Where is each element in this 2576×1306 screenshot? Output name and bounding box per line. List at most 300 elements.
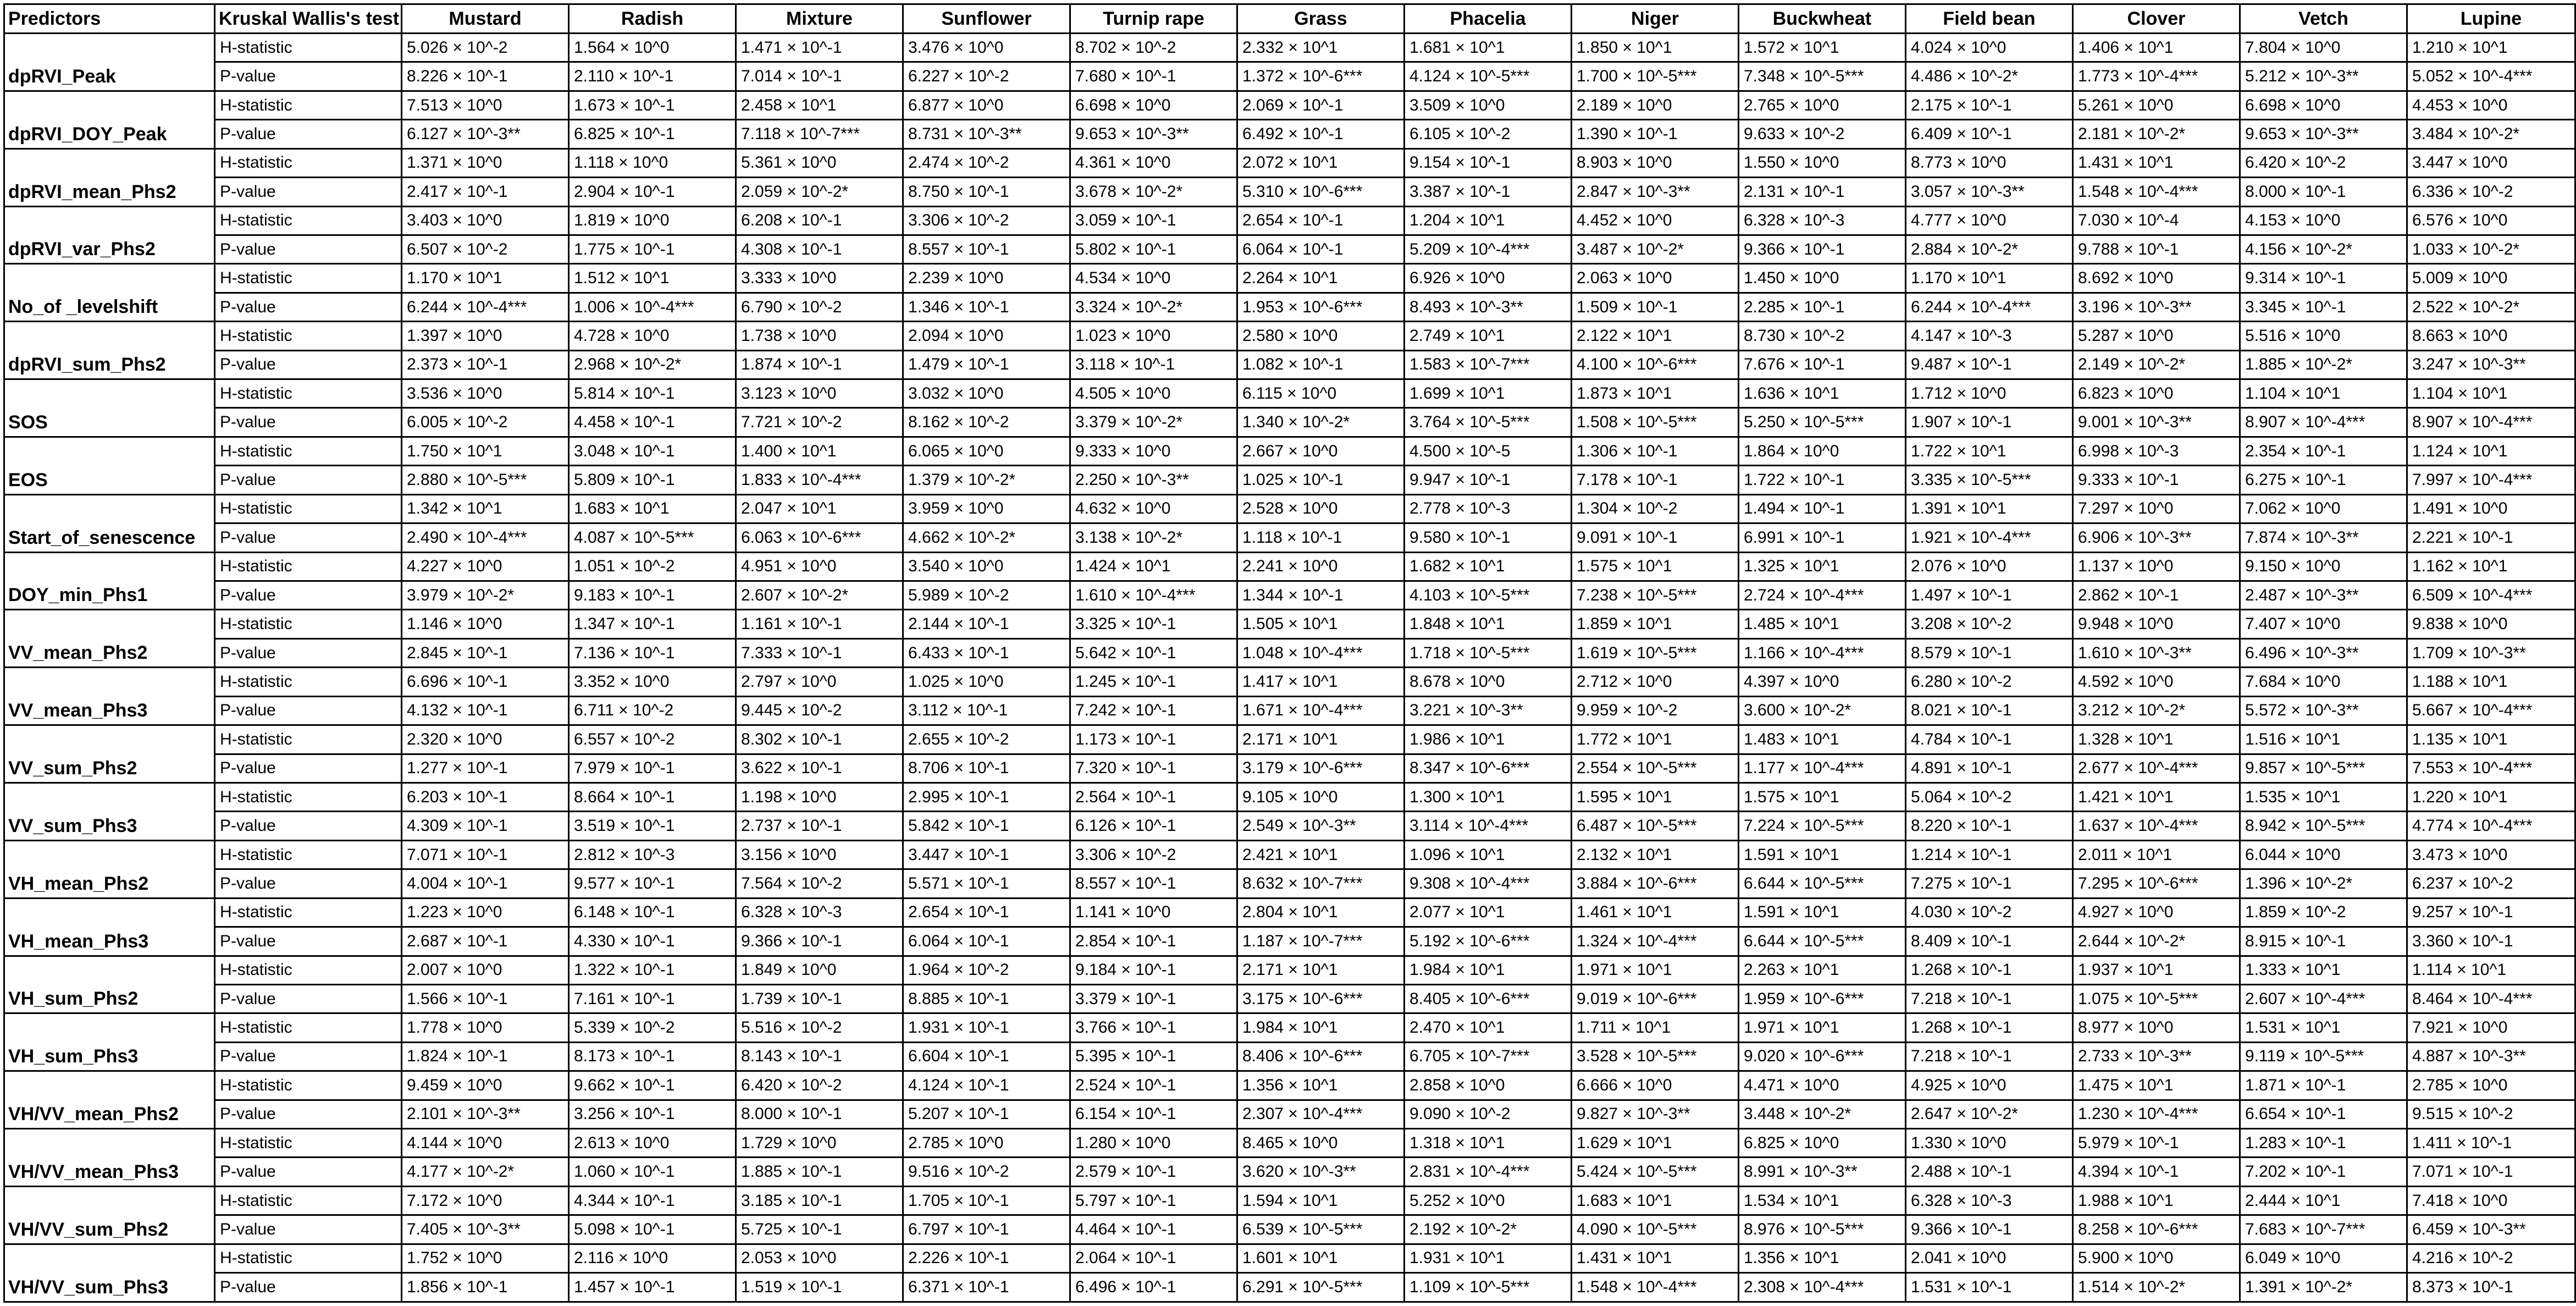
p-value-cell: 2.149 × 10^-2*	[2073, 350, 2240, 379]
h-statistic-cell: 1.850 × 10^1	[1572, 34, 1739, 62]
p-value-cell: 1.230 × 10^-4***	[2073, 1100, 2240, 1128]
h-statistic-cell: 1.421 × 10^1	[2073, 783, 2240, 811]
h-statistic-cell: 1.564 × 10^0	[569, 34, 736, 62]
h-statistic-cell: 1.170 × 10^1	[402, 264, 569, 293]
h-statistic-cell: 1.318 × 10^1	[1405, 1129, 1572, 1158]
h-statistic-cell: 1.984 × 10^1	[1405, 956, 1572, 984]
p-value-cell: 8.220 × 10^-1	[1906, 812, 2073, 840]
p-value-cell: 4.486 × 10^-2*	[1906, 62, 2073, 91]
p-value-cell: 3.884 × 10^-6***	[1572, 869, 1739, 898]
h-statistic-cell: 6.208 × 10^-1	[736, 206, 903, 235]
p-value-cell: 6.237 × 10^-2	[2407, 869, 2575, 898]
table-row	[4, 1042, 2575, 1071]
p-value-cell: 8.632 × 10^-7***	[1237, 869, 1405, 898]
statistic-label: H-statistic	[215, 148, 402, 177]
table-row	[4, 322, 2575, 350]
p-value-cell: 1.277 × 10^-1	[402, 754, 569, 783]
statistic-label: P-value	[215, 754, 402, 783]
p-value-cell: 7.564 × 10^-2	[736, 869, 903, 898]
statistic-label: H-statistic	[215, 1186, 402, 1215]
p-value-cell: 1.346 × 10^-1	[903, 293, 1070, 321]
h-statistic-cell: 2.241 × 10^0	[1237, 552, 1405, 581]
h-statistic-cell: 8.465 × 10^0	[1237, 1129, 1405, 1158]
p-value-cell: 1.166 × 10^-4***	[1739, 638, 1906, 667]
p-value-cell: 5.802 × 10^-1	[1070, 235, 1237, 263]
predictor-name: VV_mean_Phs3	[4, 668, 215, 725]
h-statistic-cell: 3.156 × 10^0	[736, 840, 903, 869]
h-statistic-cell: 2.812 × 10^-3	[569, 840, 736, 869]
p-value-cell: 3.057 × 10^-3**	[1906, 178, 2073, 206]
h-statistic-cell: 6.823 × 10^0	[2073, 379, 2240, 408]
p-value-cell: 3.175 × 10^-6***	[1237, 984, 1405, 1013]
p-value-cell: 8.942 × 10^-5***	[2240, 812, 2407, 840]
h-statistic-cell: 4.147 × 10^-3	[1906, 322, 2073, 350]
h-statistic-cell: 6.698 × 10^0	[1070, 91, 1237, 119]
h-statistic-cell: 1.752 × 10^0	[402, 1244, 569, 1272]
h-statistic-cell: 1.268 × 10^-1	[1906, 1013, 2073, 1042]
h-statistic-cell: 4.144 × 10^0	[402, 1129, 569, 1158]
p-value-cell: 1.048 × 10^-4***	[1237, 638, 1405, 667]
h-statistic-cell: 4.925 × 10^0	[1906, 1071, 2073, 1100]
statistic-label: H-statistic	[215, 34, 402, 62]
h-statistic-cell: 1.330 × 10^0	[1906, 1129, 2073, 1158]
p-value-cell: 3.345 × 10^-1	[2240, 293, 2407, 321]
p-value-cell: 6.244 × 10^-4***	[402, 293, 569, 321]
p-value-cell: 1.372 × 10^-6***	[1237, 62, 1405, 91]
p-value-cell: 9.119 × 10^-5***	[2240, 1042, 2407, 1071]
h-statistic-cell: 1.025 × 10^0	[903, 668, 1070, 696]
h-statistic-cell: 3.208 × 10^-2	[1906, 610, 2073, 638]
p-value-cell: 8.021 × 10^-1	[1906, 696, 2073, 725]
h-statistic-cell: 1.683 × 10^1	[569, 494, 736, 523]
h-statistic-cell: 1.681 × 10^1	[1405, 34, 1572, 62]
table-row	[4, 552, 2575, 581]
h-statistic-cell: 7.297 × 10^0	[2073, 494, 2240, 523]
h-statistic-cell: 3.509 × 10^0	[1405, 91, 1572, 119]
p-value-cell: 1.619 × 10^-5***	[1572, 638, 1739, 667]
p-value-cell: 7.118 × 10^-7***	[736, 120, 903, 148]
p-value-cell: 6.291 × 10^-5***	[1237, 1273, 1405, 1302]
h-statistic-cell: 1.591 × 10^1	[1739, 898, 1906, 927]
p-value-cell: 8.143 × 10^-1	[736, 1042, 903, 1071]
p-value-cell: 2.285 × 10^-1	[1739, 293, 1906, 321]
p-value-cell: 9.959 × 10^-2	[1572, 696, 1739, 725]
p-value-cell: 9.580 × 10^-1	[1405, 523, 1572, 552]
table-row	[4, 437, 2575, 465]
p-value-cell: 8.409 × 10^-1	[1906, 927, 2073, 956]
h-statistic-cell: 1.424 × 10^1	[1070, 552, 1237, 581]
p-value-cell: 2.880 × 10^-5***	[402, 466, 569, 494]
h-statistic-cell: 1.750 × 10^1	[402, 437, 569, 465]
p-value-cell: 6.371 × 10^-1	[903, 1273, 1070, 1302]
p-value-cell: 1.548 × 10^-4***	[1572, 1273, 1739, 1302]
p-value-cell: 5.572 × 10^-3**	[2240, 696, 2407, 725]
p-value-cell: 6.275 × 10^-1	[2240, 466, 2407, 494]
h-statistic-cell: 2.654 × 10^-1	[1237, 206, 1405, 235]
h-statistic-cell: 1.342 × 10^1	[402, 494, 569, 523]
p-value-cell: 1.671 × 10^-4***	[1237, 696, 1405, 725]
p-value-cell: 1.856 × 10^-1	[402, 1273, 569, 1302]
p-value-cell: 2.647 × 10^-2*	[1906, 1100, 2073, 1128]
h-statistic-cell: 1.223 × 10^0	[402, 898, 569, 927]
h-statistic-cell: 2.189 × 10^0	[1572, 91, 1739, 119]
p-value-cell: 9.001 × 10^-3**	[2073, 408, 2240, 437]
p-value-cell: 1.775 × 10^-1	[569, 235, 736, 263]
p-value-cell: 2.250 × 10^-3**	[1070, 466, 1237, 494]
h-statistic-cell: 2.122 × 10^1	[1572, 322, 1739, 350]
h-statistic-cell: 2.053 × 10^0	[736, 1244, 903, 1272]
p-value-cell: 8.915 × 10^-1	[2240, 927, 2407, 956]
p-value-cell: 7.405 × 10^-3**	[402, 1215, 569, 1244]
h-statistic-cell: 3.473 × 10^0	[2407, 840, 2575, 869]
p-value-cell: 2.131 × 10^-1	[1739, 178, 1906, 206]
p-value-cell: 7.676 × 10^-1	[1739, 350, 1906, 379]
p-value-cell: 4.124 × 10^-5***	[1405, 62, 1572, 91]
p-value-cell: 1.718 × 10^-5***	[1405, 638, 1572, 667]
h-statistic-cell: 6.328 × 10^-3	[1906, 1186, 2073, 1215]
h-statistic-cell: 1.306 × 10^-1	[1572, 437, 1739, 465]
p-value-cell: 1.187 × 10^-7***	[1237, 927, 1405, 956]
p-value-cell: 2.904 × 10^-1	[569, 178, 736, 206]
h-statistic-cell: 1.931 × 10^-1	[903, 1013, 1070, 1042]
h-statistic-cell: 1.485 × 10^1	[1739, 610, 1906, 638]
h-statistic-cell: 7.418 × 10^0	[2407, 1186, 2575, 1215]
p-value-cell: 3.979 × 10^-2*	[402, 581, 569, 610]
table-row	[4, 668, 2575, 696]
h-statistic-cell: 1.461 × 10^1	[1572, 898, 1739, 927]
predictor-name: VH/VV_mean_Phs3	[4, 1129, 215, 1187]
p-value-cell: 9.947 × 10^-1	[1405, 466, 1572, 494]
h-statistic-cell: 3.766 × 10^-1	[1070, 1013, 1237, 1042]
h-statistic-cell: 2.655 × 10^-2	[903, 725, 1070, 754]
table-row	[4, 379, 2575, 408]
p-value-cell: 8.373 × 10^-1	[2407, 1273, 2575, 1302]
table-row	[4, 696, 2575, 725]
h-statistic-cell: 1.988 × 10^1	[2073, 1186, 2240, 1215]
statistic-label: H-statistic	[215, 840, 402, 869]
table-row	[4, 956, 2575, 984]
h-statistic-cell: 6.203 × 10^-1	[402, 783, 569, 811]
p-value-cell: 1.531 × 10^-1	[1906, 1273, 2073, 1302]
p-value-cell: 4.887 × 10^-3**	[2407, 1042, 2575, 1071]
p-value-cell: 1.610 × 10^-3**	[2073, 638, 2240, 667]
p-value-cell: 4.004 × 10^-1	[402, 869, 569, 898]
h-statistic-cell: 2.007 × 10^0	[402, 956, 569, 984]
p-value-cell: 3.138 × 10^-2*	[1070, 523, 1237, 552]
p-value-cell: 1.340 × 10^-2*	[1237, 408, 1405, 437]
h-statistic-cell: 1.397 × 10^0	[402, 322, 569, 350]
p-value-cell: 2.687 × 10^-1	[402, 927, 569, 956]
p-value-cell: 6.507 × 10^-2	[402, 235, 569, 263]
table-row	[4, 927, 2575, 956]
p-value-cell: 1.874 × 10^-1	[736, 350, 903, 379]
h-statistic-cell: 4.505 × 10^0	[1070, 379, 1237, 408]
p-value-cell: 8.226 × 10^-1	[402, 62, 569, 91]
p-value-cell: 3.487 × 10^-2*	[1572, 235, 1739, 263]
p-value-cell: 2.181 × 10^-2*	[2073, 120, 2240, 148]
h-statistic-cell: 8.977 × 10^0	[2073, 1013, 2240, 1042]
h-statistic-cell: 6.420 × 10^-2	[2240, 148, 2407, 177]
table-row	[4, 523, 2575, 552]
table-row	[4, 812, 2575, 840]
p-value-cell: 2.847 × 10^-3**	[1572, 178, 1739, 206]
kruskal-wallis-table	[3, 3, 2576, 1303]
p-value-cell: 1.025 × 10^-1	[1237, 466, 1405, 494]
p-value-cell: 8.464 × 10^-4***	[2407, 984, 2575, 1013]
h-statistic-cell: 1.162 × 10^1	[2407, 552, 2575, 581]
p-value-cell: 6.227 × 10^-2	[903, 62, 1070, 91]
predictor-name: dpRVI_mean_Phs2	[4, 148, 215, 206]
p-value-cell: 8.907 × 10^-4***	[2240, 408, 2407, 437]
header-crop: Sunflower	[903, 4, 1070, 34]
h-statistic-cell: 9.150 × 10^0	[2240, 552, 2407, 581]
p-value-cell: 4.308 × 10^-1	[736, 235, 903, 263]
h-statistic-cell: 3.333 × 10^0	[736, 264, 903, 293]
p-value-cell: 7.014 × 10^-1	[736, 62, 903, 91]
h-statistic-cell: 3.306 × 10^-2	[1070, 840, 1237, 869]
h-statistic-cell: 7.407 × 10^0	[2240, 610, 2407, 638]
h-statistic-cell: 1.772 × 10^1	[1572, 725, 1739, 754]
p-value-cell: 4.156 × 10^-2*	[2240, 235, 2407, 263]
h-statistic-cell: 1.411 × 10^-1	[2407, 1129, 2575, 1158]
h-statistic-cell: 2.785 × 10^0	[903, 1129, 1070, 1158]
h-statistic-cell: 5.979 × 10^-1	[2073, 1129, 2240, 1158]
h-statistic-cell: 2.528 × 10^0	[1237, 494, 1405, 523]
p-value-cell: 2.490 × 10^-4***	[402, 523, 569, 552]
p-value-cell: 2.487 × 10^-3**	[2240, 581, 2407, 610]
h-statistic-cell: 5.064 × 10^-2	[1906, 783, 2073, 811]
h-statistic-cell: 6.328 × 10^-3	[736, 898, 903, 927]
h-statistic-cell: 1.859 × 10^-2	[2240, 898, 2407, 927]
h-statistic-cell: 8.664 × 10^-1	[569, 783, 736, 811]
h-statistic-cell: 4.124 × 10^-1	[903, 1071, 1070, 1100]
h-statistic-cell: 4.592 × 10^0	[2073, 668, 2240, 696]
h-statistic-cell: 1.682 × 10^1	[1405, 552, 1572, 581]
table-row	[4, 206, 2575, 235]
h-statistic-cell: 1.023 × 10^0	[1070, 322, 1237, 350]
p-value-cell: 2.059 × 10^-2*	[736, 178, 903, 206]
h-statistic-cell: 2.094 × 10^0	[903, 322, 1070, 350]
h-statistic-cell: 4.030 × 10^-2	[1906, 898, 2073, 927]
h-statistic-cell: 8.302 × 10^-1	[736, 725, 903, 754]
predictor-name: No_of _levelshift	[4, 264, 215, 322]
p-value-cell: 6.906 × 10^-3**	[2073, 523, 2240, 552]
p-value-cell: 9.091 × 10^-1	[1572, 523, 1739, 552]
p-value-cell: 1.509 × 10^-1	[1572, 293, 1739, 321]
h-statistic-cell: 1.104 × 10^1	[2240, 379, 2407, 408]
h-statistic-cell: 4.344 × 10^-1	[569, 1186, 736, 1215]
h-statistic-cell: 1.135 × 10^1	[2407, 725, 2575, 754]
h-statistic-cell: 9.459 × 10^0	[402, 1071, 569, 1100]
h-statistic-cell: 6.698 × 10^0	[2240, 91, 2407, 119]
p-value-cell: 7.295 × 10^-6***	[2073, 869, 2240, 898]
h-statistic-cell: 9.257 × 10^-1	[2407, 898, 2575, 927]
h-statistic-cell: 1.535 × 10^1	[2240, 783, 2407, 811]
p-value-cell: 7.136 × 10^-1	[569, 638, 736, 667]
p-value-cell: 9.366 × 10^-1	[1906, 1215, 2073, 1244]
p-value-cell: 1.519 × 10^-1	[736, 1273, 903, 1302]
predictor-name: dpRVI_DOY_Peak	[4, 91, 215, 148]
p-value-cell: 9.653 × 10^-3**	[2240, 120, 2407, 148]
h-statistic-cell: 5.516 × 10^-2	[736, 1013, 903, 1042]
h-statistic-cell: 2.564 × 10^-1	[1070, 783, 1237, 811]
p-value-cell: 1.082 × 10^-1	[1237, 350, 1405, 379]
h-statistic-cell: 1.531 × 10^1	[2240, 1013, 2407, 1042]
h-statistic-cell: 1.347 × 10^-1	[569, 610, 736, 638]
p-value-cell: 9.857 × 10^-5***	[2240, 754, 2407, 783]
statistic-label: H-statistic	[215, 264, 402, 293]
h-statistic-cell: 1.729 × 10^0	[736, 1129, 903, 1158]
table-row	[4, 235, 2575, 263]
p-value-cell: 4.100 × 10^-6***	[1572, 350, 1739, 379]
h-statistic-cell: 7.684 × 10^0	[2240, 668, 2407, 696]
p-value-cell: 4.662 × 10^-2*	[903, 523, 1070, 552]
h-statistic-cell: 1.575 × 10^1	[1739, 783, 1906, 811]
p-value-cell: 6.496 × 10^-3**	[2240, 638, 2407, 667]
table-row	[4, 148, 2575, 177]
p-value-cell: 4.394 × 10^-1	[2073, 1158, 2240, 1186]
p-value-cell: 2.737 × 10^-1	[736, 812, 903, 840]
p-value-cell: 2.522 × 10^-2*	[2407, 293, 2575, 321]
p-value-cell: 1.610 × 10^-4***	[1070, 581, 1237, 610]
p-value-cell: 2.488 × 10^-1	[1906, 1158, 2073, 1186]
h-statistic-cell: 2.175 × 10^-1	[1906, 91, 2073, 119]
p-value-cell: 1.118 × 10^-1	[1237, 523, 1405, 552]
p-value-cell: 1.833 × 10^-4***	[736, 466, 903, 494]
h-statistic-cell: 2.263 × 10^1	[1739, 956, 1906, 984]
p-value-cell: 8.706 × 10^-1	[903, 754, 1070, 783]
h-statistic-cell: 5.009 × 10^0	[2407, 264, 2575, 293]
p-value-cell: 8.000 × 10^-1	[736, 1100, 903, 1128]
predictor-name: VH_sum_Phs3	[4, 1013, 215, 1071]
h-statistic-cell: 1.198 × 10^0	[736, 783, 903, 811]
h-statistic-cell: 1.575 × 10^1	[1572, 552, 1739, 581]
predictor-name: VH_mean_Phs2	[4, 840, 215, 898]
h-statistic-cell: 4.632 × 10^0	[1070, 494, 1237, 523]
h-statistic-cell: 2.132 × 10^1	[1572, 840, 1739, 869]
h-statistic-cell: 2.320 × 10^0	[402, 725, 569, 754]
h-statistic-cell: 1.683 × 10^1	[1572, 1186, 1739, 1215]
h-statistic-cell: 1.210 × 10^1	[2407, 34, 2575, 62]
p-value-cell: 1.953 × 10^-6***	[1237, 293, 1405, 321]
predictor-name: VV_sum_Phs2	[4, 725, 215, 783]
h-statistic-cell: 9.154 × 10^-1	[1405, 148, 1572, 177]
p-value-cell: 6.005 × 10^-2	[402, 408, 569, 437]
h-statistic-cell: 6.576 × 10^0	[2407, 206, 2575, 235]
header-crop: Radish	[569, 4, 736, 34]
p-value-cell: 3.379 × 10^-1	[1070, 984, 1237, 1013]
table-row	[4, 1013, 2575, 1042]
p-value-cell: 1.479 × 10^-1	[903, 350, 1070, 379]
p-value-cell: 4.090 × 10^-5***	[1572, 1215, 1739, 1244]
p-value-cell: 6.492 × 10^-1	[1237, 120, 1405, 148]
p-value-cell: 1.921 × 10^-4***	[1906, 523, 2073, 552]
p-value-cell: 7.218 × 10^-1	[1906, 1042, 2073, 1071]
p-value-cell: 9.516 × 10^-2	[903, 1158, 1070, 1186]
p-value-cell: 1.508 × 10^-5***	[1572, 408, 1739, 437]
h-statistic-cell: 5.287 × 10^0	[2073, 322, 2240, 350]
p-value-cell: 5.809 × 10^-1	[569, 466, 736, 494]
statistic-label: P-value	[215, 1042, 402, 1071]
p-value-cell: 2.308 × 10^-4***	[1739, 1273, 1906, 1302]
table-row	[4, 869, 2575, 898]
h-statistic-cell: 2.239 × 10^0	[903, 264, 1070, 293]
table-row	[4, 725, 2575, 754]
h-statistic-cell: 2.144 × 10^-1	[903, 610, 1070, 638]
p-value-cell: 2.733 × 10^-3**	[2073, 1042, 2240, 1071]
p-value-cell: 4.177 × 10^-2*	[402, 1158, 569, 1186]
p-value-cell: 8.493 × 10^-3**	[1405, 293, 1572, 321]
table-row	[4, 840, 2575, 869]
p-value-cell: 7.161 × 10^-1	[569, 984, 736, 1013]
p-value-cell: 7.242 × 10^-1	[1070, 696, 1237, 725]
p-value-cell: 3.379 × 10^-2*	[1070, 408, 1237, 437]
h-statistic-cell: 6.420 × 10^-2	[736, 1071, 903, 1100]
p-value-cell: 8.557 × 10^-1	[903, 235, 1070, 263]
h-statistic-cell: 1.141 × 10^0	[1070, 898, 1237, 927]
statistic-label: P-value	[215, 120, 402, 148]
h-statistic-cell: 1.494 × 10^-1	[1739, 494, 1906, 523]
header-crop: Field bean	[1906, 4, 2073, 34]
h-statistic-cell: 3.048 × 10^-1	[569, 437, 736, 465]
statistic-label: H-statistic	[215, 206, 402, 235]
table-row	[4, 1100, 2575, 1128]
p-value-cell: 7.202 × 10^-1	[2240, 1158, 2407, 1186]
table-row	[4, 62, 2575, 91]
h-statistic-cell: 1.280 × 10^0	[1070, 1129, 1237, 1158]
h-statistic-cell: 6.696 × 10^-1	[402, 668, 569, 696]
h-statistic-cell: 5.814 × 10^-1	[569, 379, 736, 408]
h-statistic-cell: 6.044 × 10^0	[2240, 840, 2407, 869]
p-value-cell: 5.098 × 10^-1	[569, 1215, 736, 1244]
h-statistic-cell: 3.476 × 10^0	[903, 34, 1070, 62]
header-crop: Mustard	[402, 4, 569, 34]
table-row	[4, 1244, 2575, 1272]
h-statistic-cell: 9.105 × 10^0	[1237, 783, 1405, 811]
p-value-cell: 6.711 × 10^-2	[569, 696, 736, 725]
h-statistic-cell: 1.534 × 10^1	[1739, 1186, 1906, 1215]
p-value-cell: 3.114 × 10^-4***	[1405, 812, 1572, 840]
statistic-label: P-value	[215, 1215, 402, 1244]
p-value-cell: 6.705 × 10^-7***	[1405, 1042, 1572, 1071]
h-statistic-cell: 1.356 × 10^1	[1237, 1071, 1405, 1100]
predictor-name: DOY_min_Phs1	[4, 552, 215, 610]
p-value-cell: 9.515 × 10^-2	[2407, 1100, 2575, 1128]
p-value-cell: 9.633 × 10^-2	[1739, 120, 1906, 148]
h-statistic-cell: 1.871 × 10^-1	[2240, 1071, 2407, 1100]
p-value-cell: 2.607 × 10^-4***	[2240, 984, 2407, 1013]
p-value-cell: 7.874 × 10^-3**	[2240, 523, 2407, 552]
h-statistic-cell: 1.699 × 10^1	[1405, 379, 1572, 408]
p-value-cell: 1.959 × 10^-6***	[1739, 984, 1906, 1013]
p-value-cell: 9.445 × 10^-2	[736, 696, 903, 725]
h-statistic-cell: 2.470 × 10^1	[1405, 1013, 1572, 1042]
h-statistic-cell: 9.662 × 10^-1	[569, 1071, 736, 1100]
table-body	[4, 34, 2575, 1302]
statistic-label: P-value	[215, 523, 402, 552]
p-value-cell: 2.607 × 10^-2*	[736, 581, 903, 610]
h-statistic-cell: 3.325 × 10^-1	[1070, 610, 1237, 638]
h-statistic-cell: 8.773 × 10^0	[1906, 148, 2073, 177]
p-value-cell: 5.395 × 10^-1	[1070, 1042, 1237, 1071]
p-value-cell: 8.162 × 10^-2	[903, 408, 1070, 437]
h-statistic-cell: 4.452 × 10^0	[1572, 206, 1739, 235]
h-statistic-cell: 3.059 × 10^-1	[1070, 206, 1237, 235]
p-value-cell: 3.118 × 10^-1	[1070, 350, 1237, 379]
p-value-cell: 2.677 × 10^-4***	[2073, 754, 2240, 783]
p-value-cell: 1.773 × 10^-4***	[2073, 62, 2240, 91]
h-statistic-cell: 1.505 × 10^1	[1237, 610, 1405, 638]
